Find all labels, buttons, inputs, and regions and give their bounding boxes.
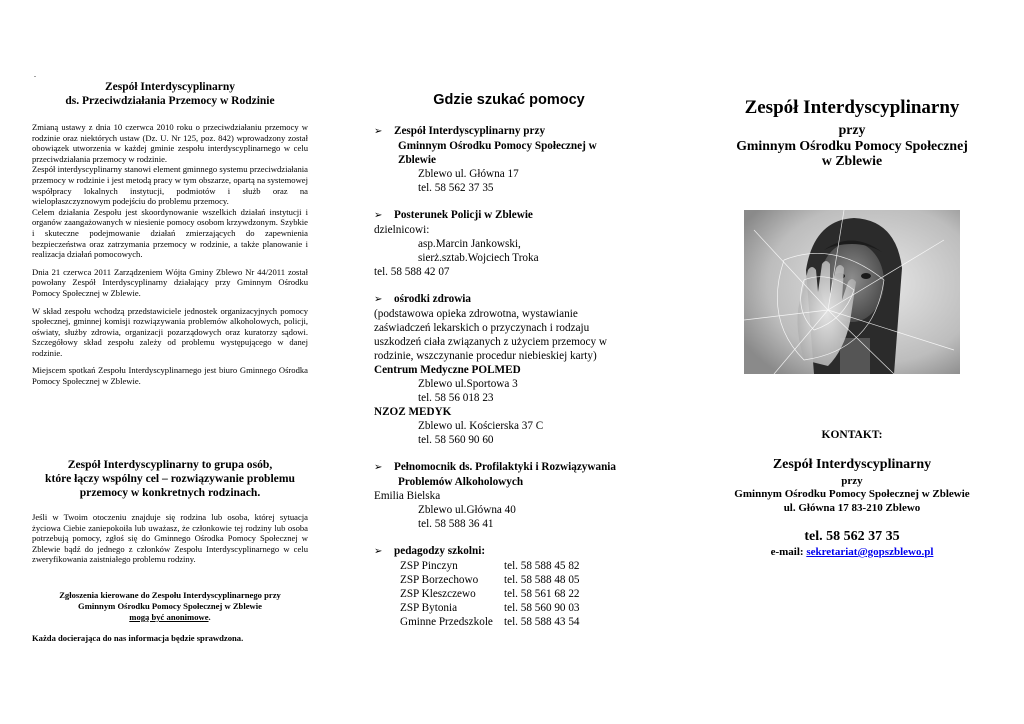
health-title: ośrodki zdrowia <box>394 293 471 305</box>
email-link[interactable]: sekretariat@gopszblewo.pl <box>806 546 934 558</box>
team-line2: Gminnym Ośrodku Pomocy Społecznej w <box>398 140 597 152</box>
cover-photo <box>744 210 960 374</box>
left-title-line2: ds. Przeciwdziałania Przemocy w Rodzinie <box>65 95 275 107</box>
medyk-name: NZOZ MEDYK <box>374 406 452 418</box>
police-officer-2: sierż.sztab.Wojciech Troka <box>418 252 539 264</box>
email-label: e-mail: <box>770 546 804 558</box>
team-line3: Zblewie <box>398 154 436 166</box>
school-row <box>374 587 664 601</box>
alcohol-line1: Pełnomocnik ds. Profilaktyki i Rozwiązywania <box>394 461 616 473</box>
left-notice: Zgłoszenia kierowane do Zespołu Interdyscyplinarnego przy Gminnym Ośrodku Pomocy Społecznej w Zblewie mogą być anonimowe. <box>32 590 308 623</box>
school-phone: tel. 58 588 43 54 <box>504 616 580 628</box>
alcohol-line2: Problemów Alkoholowych <box>398 476 524 488</box>
cover-sub-line2: Gminnym Ośrodku Pomocy Społecznej <box>736 137 968 153</box>
arrow-bullet-icon: ➢ <box>374 462 383 473</box>
alcohol-person: Emilia Bielska <box>374 490 441 502</box>
school-row <box>374 573 664 587</box>
school-phone: tel. 58 588 45 82 <box>504 560 580 572</box>
team-phone: tel. 58 562 37 35 <box>418 182 494 194</box>
left-para-1: Zmianą ustawy z dnia 10 czerwca 2010 roku o przeciwdziałaniu przemocy w rodzinie oraz niektórych ustaw (Dz. U. Nr 125, poz. 842) wprowadzony został obowiązek utworzenia w każdej gminie zespołu interdyscyplinarnego w celu przeciwdziałania przemocy w rodzinie. <box>32 122 308 164</box>
school-name: ZSP Kleszczewo <box>400 588 476 600</box>
medyk-phone: tel. 58 560 90 60 <box>418 434 494 446</box>
school-row <box>374 601 664 615</box>
left-para-2: Zespół interdyscyplinarny stanowi element gminnego systemu przeciwdziałania przemocy w rodzinie i jest metodą pracy w tym obszarze, opartą na systemowej współpracy lokalnych instytucji, podmiotów i służb oraz na wielopłaszczyznowym podejściu do problemu przemocy. <box>32 164 308 207</box>
section-health <box>374 292 664 447</box>
school-phone: tel. 58 588 48 05 <box>504 574 580 586</box>
arrow-bullet-icon: ➢ <box>374 546 383 557</box>
school-row <box>374 559 664 573</box>
school-name: Gminne Przedszkole <box>400 616 493 628</box>
left-para-3: Celem działania Zespołu jest skoordynowanie wszelkich działań instytucji i organów zaangażowanych w niesienie pomocy osobom krzywdzonym. Szybkie i skuteczne podejmowanie działań zmierzających do zapewnienia bezpieczeństwa oraz zatrzymania przemocy w rodzinie, a także planowanie i realizacja działań pomocowych. <box>32 206 308 260</box>
middle-heading: Gdzie szukać pomocy <box>433 92 585 108</box>
left-subtitle-line3: przemocy w konkretnych rodzinach. <box>79 486 261 499</box>
contact-przy: przy <box>841 475 863 487</box>
alcohol-phone: tel. 58 588 36 41 <box>418 518 494 530</box>
cover-subtitle <box>714 122 990 169</box>
contact-email <box>714 546 990 558</box>
left-para-4: Dnia 21 czerwca 2011 Zarządzeniem Wójta Gminy Zblewo Nr 44/2011 został powołany Zespół Interdyscyplinarny działający przy Gminnym Ośrodku Pomocy Społecznej w Zblewie. <box>32 266 308 298</box>
left-notice-line1: Zgłoszenia kierowane do Zespołu Interdyscyplinarnego przy <box>59 590 281 600</box>
left-subtitle-line1: Zespół Interdyscyplinarny to grupa osób, <box>67 458 273 471</box>
contact-address: ul. Główna 17 83-210 Zblewo <box>783 502 921 514</box>
polmed-address: Zblewo ul.Sportowa 3 <box>418 378 518 390</box>
police-phone: tel. 58 588 42 07 <box>374 266 450 278</box>
team-address: Zblewo ul. Główna 17 <box>418 168 519 180</box>
school-name: ZSP Pinczyn <box>400 560 458 572</box>
left-para-5: W skład zespołu wchodzą przedstawiciele jednostek organizacyjnych pomocy społecznej, gminnej komisji rozwiązywania problemów alkoholowych, policji, oświaty, służby zdrowia, organizacji pozarządowych oraz kuratorzy sądowi. Szczegółowy skład zespołu zależy od problemu występującego w danej rodzinie. <box>32 305 308 358</box>
cover-sub-line3: w Zblewie <box>821 153 883 168</box>
polmed-phone: tel. 58 56 018 23 <box>418 392 494 404</box>
cover-sub-line1: przy <box>838 122 866 137</box>
contact-heading: KONTAKT: <box>821 429 883 441</box>
school-phone: tel. 58 561 68 22 <box>504 588 580 600</box>
arrow-bullet-icon: ➢ <box>374 126 383 137</box>
left-body <box>32 122 308 394</box>
schools-title: pedagodzy szkolni: <box>394 545 486 557</box>
arrow-bullet-icon: ➢ <box>374 294 383 305</box>
left-notice-line2: Gminnym Ośrodku Pomocy Społecznej w Zblewie <box>78 601 262 611</box>
health-description: (podstawowa opieka zdrowotna, wystawianie zaświadczeń lekarskich o przyczynach i rodzaju uszkodzeń ciała związanych z użyciem przemocy w rodzinie, wszczynanie procedur niebieskiej karty) <box>374 308 607 362</box>
police-label: dzielnicowi: <box>374 224 430 236</box>
section-police <box>374 208 664 279</box>
section-schools <box>374 544 664 629</box>
left-para-7: Jeśli w Twoim otoczeniu znajduje się rodzina lub osoba, której sytuacja życiowa Ciebie zaniepokoiła lub uważasz, że członkowie tej rodziny lub osoba potrzebują pomocy, zgłoś się do Gminnego Ośrodka Pomocy Społecznej w Zblewie bądź do jednego z członków Zespołu Interdyscyplinarnego w celu zweryfikowania zaistniałego problemu rodziny. <box>32 512 308 565</box>
alcohol-address: Zblewo ul.Główna 40 <box>418 504 516 516</box>
left-subtitle-line2: które łączy wspólny cel – rozwiązywanie problemu <box>45 472 295 485</box>
school-name: ZSP Bytonia <box>400 602 458 614</box>
left-para-6: Miejscem spotkań Zespołu Interdyscyplinarnego jest biuro Gminnego Ośrodka Pomocy Społecznej w Zblewie. <box>32 365 308 387</box>
medyk-address: Zblewo ul. Kościerska 37 C <box>418 420 544 432</box>
left-subtitle <box>32 458 308 500</box>
left-final-note: Każda docierająca do nas informacja będzie sprawdzona. <box>32 633 244 643</box>
section-team <box>374 124 664 195</box>
contact-organization: Gminnym Ośrodku Pomocy Społecznej w Zblewie <box>734 488 970 500</box>
school-name: ZSP Borzechowo <box>400 574 479 586</box>
cover-title: Zespół Interdyscyplinarny <box>744 97 960 118</box>
left-notice-anonymous: mogą być anonimowe <box>129 612 209 622</box>
school-row <box>374 615 664 629</box>
left-title <box>32 80 308 108</box>
left-title-line1: Zespół Interdyscyplinarny <box>104 81 236 93</box>
team-line1: Zespół Interdyscyplinarny przy <box>394 125 546 137</box>
contact-phone: tel. 58 562 37 35 <box>804 529 900 544</box>
section-alcohol <box>374 460 664 531</box>
school-phone: tel. 58 560 90 03 <box>504 602 580 614</box>
stray-dot: . <box>34 70 36 79</box>
police-officer-1: asp.Marcin Jankowski, <box>418 238 521 250</box>
polmed-name: Centrum Medyczne POLMED <box>374 364 521 376</box>
arrow-bullet-icon: ➢ <box>374 210 383 221</box>
police-title: Posterunek Policji w Zblewie <box>394 209 533 221</box>
contact-name: Zespół Interdyscyplinarny <box>772 457 932 472</box>
